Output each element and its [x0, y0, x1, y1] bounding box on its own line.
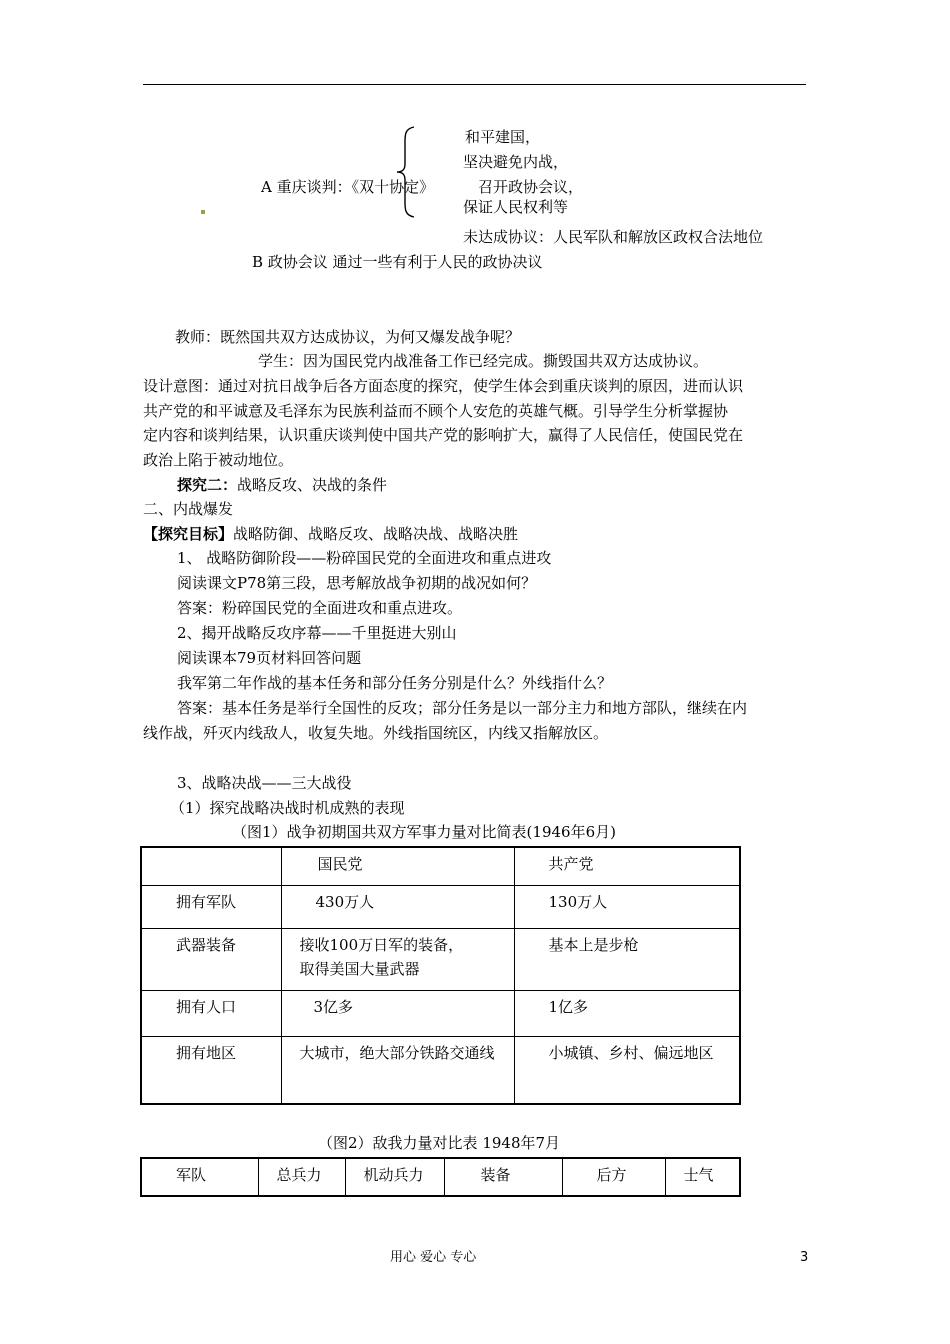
curly-brace-icon: [396, 126, 416, 218]
table-row-label: 拥有地区: [141, 1036, 281, 1104]
table-header-cell: 后方: [562, 1158, 665, 1196]
agreement-point: 和平建国，: [465, 128, 541, 146]
body-line: 我军第二年作战的基本任务和部分任务分别是什么？外线指什么？: [177, 674, 613, 692]
table-cell: 3亿多: [281, 990, 514, 1036]
item-b-line: B 政协会议 通过一些有利于人民的政协决议: [252, 253, 543, 271]
paragraph-line: 线作战，歼灭内线敌人，收复失地。外线指国统区，内线又指解放区。: [143, 723, 609, 742]
table-header-cell: 装备: [444, 1158, 562, 1196]
teacher-question: 教师：既然国共双方达成协议，为何又爆发战争呢？: [175, 328, 521, 346]
table-row-label: 拥有人口: [141, 990, 281, 1036]
body-line: 阅读课本79页材料回答问题: [177, 649, 362, 667]
stray-mark: [201, 210, 205, 214]
section-three-heading: 3、战略决战——三大战役: [177, 774, 352, 792]
table-header-cell: 机动兵力: [345, 1158, 444, 1196]
paragraph-line: 设计意图：通过对抗日战争后各方面态度的探究，使学生体会到重庆谈判的原因，进而认识: [143, 377, 744, 395]
answer-two-paragraph: [143, 696, 808, 745]
agreement-point: 保证人民权利等: [463, 198, 569, 216]
footer-motto: 用心 爱心 专心: [390, 1250, 477, 1265]
table-cell: 小城镇、乡村、偏远地区: [514, 1036, 740, 1104]
inquiry-goal-label: 【探究目标】: [143, 525, 234, 543]
section-two-heading: 二、内战爆发: [143, 500, 234, 518]
table-cell: 基本上是步枪: [514, 928, 740, 990]
item-a-label: A 重庆谈判：《双十协定》: [261, 178, 435, 196]
table1-caption: （图1）战争初期国共双方军事力量对比简表(1946年6月): [232, 823, 616, 841]
table-cell: 430万人: [281, 885, 514, 928]
body-line: 2、揭开战略反攻序幕——千里挺进大别山: [177, 624, 457, 642]
header-rule: [143, 84, 806, 85]
inquiry-goal: [143, 527, 518, 542]
sub-heading-one: （1）探究战略决战时机成熟的表现: [170, 799, 405, 817]
paragraph-line: 共产党的和平诚意及毛泽东为民族利益而不顾个人安危的英雄气概。引导学生分析掌握协: [143, 401, 729, 420]
paragraph-line: 答案：基本任务是举行全国性的反攻；部分任务是以一部分主力和地方部队，继续在内: [177, 699, 748, 717]
body-line: 阅读课文P78第三段，思考解放战争初期的战况如何？: [177, 574, 537, 592]
design-intent-paragraph: [143, 374, 808, 472]
agreement-point: 召开政协会议，: [478, 178, 584, 196]
table2-caption: （图2）敌我力量对比表 1948年7月: [318, 1134, 561, 1152]
table-cell: 1亿多: [514, 990, 740, 1036]
table-cell: 130万人: [514, 885, 740, 928]
not-agreed-line: 未达成协议：人民军队和解放区政权合法地位: [463, 228, 764, 246]
inquiry-two-heading: [177, 478, 387, 493]
paragraph-line: 政治上陷于被动地位。: [143, 450, 294, 469]
inquiry-goal-text: 战略防御、战略反攻、战略决战、战略决胜: [233, 525, 519, 543]
table-cell: 大城市，绝大部分铁路交通线: [281, 1036, 514, 1104]
student-answer: 学生：因为国民党内战准备工作已经完成。撕毁国共双方达成协议。: [258, 352, 709, 370]
table-header-cell: [141, 847, 281, 885]
table-header-cell: 士气: [665, 1158, 740, 1196]
table-row-label: 拥有军队: [141, 885, 281, 928]
inquiry-two-text: 战略反攻、决战的条件: [237, 476, 388, 494]
force-comparison-table-1946: [140, 846, 741, 1105]
table-cell: 接收100万日军的装备， 取得美国大量武器: [281, 928, 514, 990]
body-line: 答案：粉碎国民党的全面进攻和重点进攻。: [177, 599, 463, 617]
body-line: 1、 战略防御阶段——粉碎国民党的全面进攻和重点进攻: [177, 549, 552, 567]
table-header-cell: 共产党: [514, 847, 740, 885]
inquiry-two-label: 探究二：: [177, 476, 238, 494]
agreement-point: 坚决避免内战，: [463, 153, 569, 171]
force-comparison-table-1948: [140, 1157, 741, 1197]
table-header-cell: 国民党: [281, 847, 514, 885]
paragraph-line: 定内容和谈判结果，认识重庆谈判使中国共产党的影响扩大，赢得了人民信任，使国民党在: [143, 426, 744, 444]
table-header-cell: 军队: [141, 1158, 258, 1196]
table-row-label: 武器装备: [141, 928, 281, 990]
table-header-cell: 总兵力: [258, 1158, 345, 1196]
page-number: 3: [800, 1250, 809, 1265]
